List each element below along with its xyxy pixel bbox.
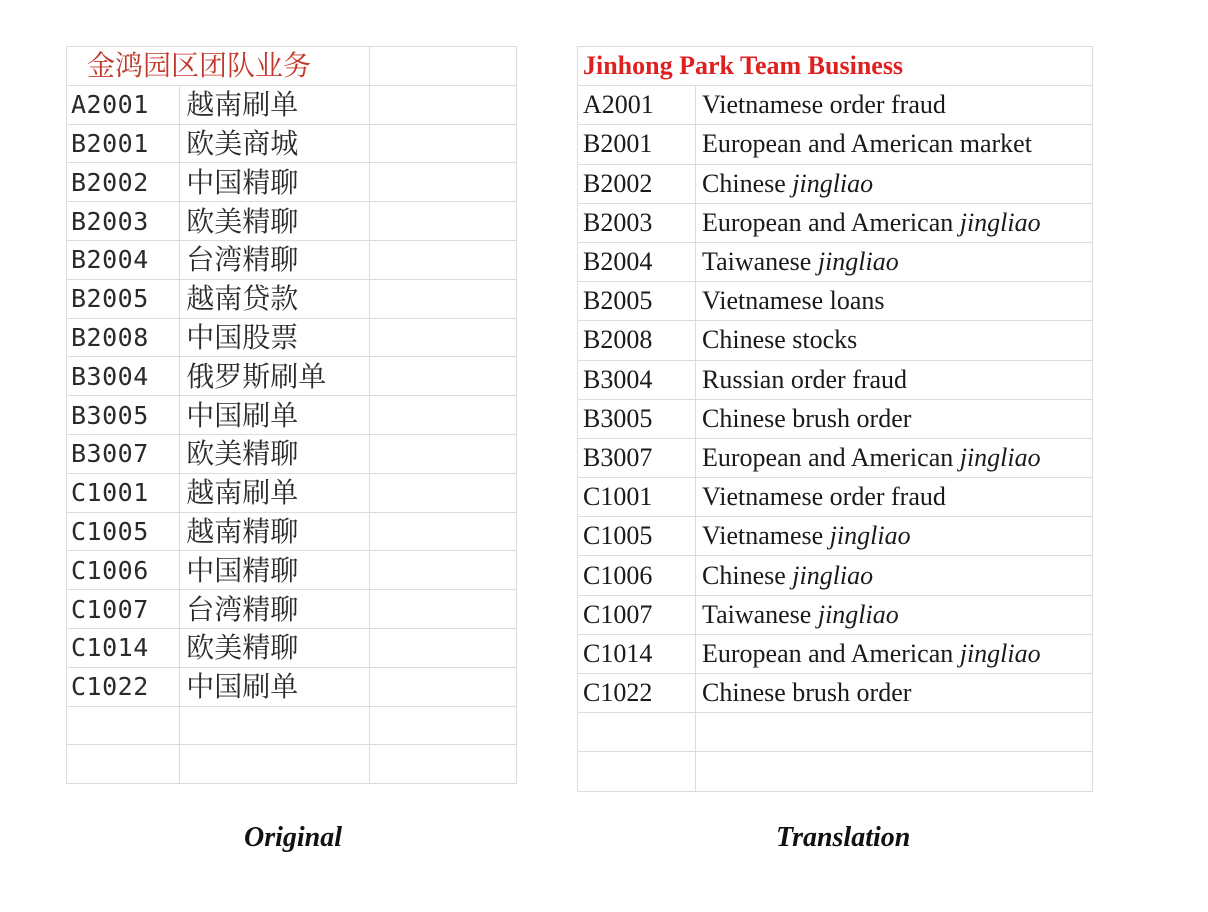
row-code: C1022 xyxy=(67,667,180,706)
empty-cell xyxy=(180,706,370,745)
row-description xyxy=(696,125,1093,164)
row-code: C1006 xyxy=(578,556,696,595)
row-description xyxy=(696,321,1093,360)
row-code: B2004 xyxy=(578,242,696,281)
row-code: C1007 xyxy=(578,595,696,634)
table-row xyxy=(578,595,1093,634)
original-title: 金鸿园区团队业务 xyxy=(67,47,370,86)
row-description: 越南精聊 xyxy=(180,512,370,551)
row-description: 越南刷单 xyxy=(180,85,370,124)
table-row xyxy=(67,512,517,551)
row-description: 越南刷单 xyxy=(180,473,370,512)
row-code: C1001 xyxy=(67,473,180,512)
table-row xyxy=(578,360,1093,399)
row-code: B2004 xyxy=(67,240,180,279)
table-row xyxy=(578,86,1093,125)
row-description xyxy=(696,478,1093,517)
translation-spreadsheet xyxy=(577,46,1093,792)
empty-cell xyxy=(370,512,517,551)
table-row xyxy=(67,473,517,512)
row-code: B2001 xyxy=(67,124,180,163)
empty-row xyxy=(67,706,517,745)
table-row xyxy=(578,634,1093,673)
row-code: B2003 xyxy=(578,203,696,242)
empty-cell xyxy=(370,473,517,512)
table-row xyxy=(578,674,1093,713)
row-code: C1005 xyxy=(67,512,180,551)
row-code: B2002 xyxy=(578,164,696,203)
row-description: 中国精聊 xyxy=(180,163,370,202)
table-row xyxy=(67,202,517,241)
row-description xyxy=(696,203,1093,242)
row-description xyxy=(696,517,1093,556)
row-description: 中国股票 xyxy=(180,318,370,357)
row-description-text: Chinese brush order xyxy=(702,403,912,433)
empty-cell xyxy=(696,713,1093,752)
row-description xyxy=(696,438,1093,477)
row-description xyxy=(696,282,1093,321)
empty-cell xyxy=(578,752,696,791)
row-description-text: Chinese stocks xyxy=(702,325,858,355)
row-code: B2002 xyxy=(67,163,180,202)
row-code: B2001 xyxy=(578,125,696,164)
original-spreadsheet xyxy=(66,46,517,784)
row-code: C1014 xyxy=(67,628,180,667)
empty-cell xyxy=(370,667,517,706)
row-code: B3007 xyxy=(578,438,696,477)
row-code: B2005 xyxy=(67,279,180,318)
row-code: B3004 xyxy=(67,357,180,396)
row-description: 俄罗斯刷单 xyxy=(180,357,370,396)
row-description-italic: jingliao xyxy=(792,560,874,590)
table-row xyxy=(67,667,517,706)
row-description: 欧美精聊 xyxy=(180,434,370,473)
row-description xyxy=(696,360,1093,399)
row-description: 中国精聊 xyxy=(180,551,370,590)
empty-cell xyxy=(370,590,517,629)
row-description-text: European and American xyxy=(702,207,960,237)
table-row xyxy=(67,357,517,396)
row-description-text: European and American xyxy=(702,442,960,472)
empty-row xyxy=(578,713,1093,752)
row-description-italic: jingliao xyxy=(959,442,1041,472)
row-description-text: European and American market xyxy=(702,129,1032,159)
row-description xyxy=(696,634,1093,673)
row-code: B3005 xyxy=(67,396,180,435)
row-description-text: Chinese brush order xyxy=(702,678,912,708)
table-row xyxy=(67,240,517,279)
table-row xyxy=(578,125,1093,164)
table-row xyxy=(578,321,1093,360)
empty-cell xyxy=(370,318,517,357)
row-description: 中国刷单 xyxy=(180,396,370,435)
row-code: C1005 xyxy=(578,517,696,556)
row-code: C1014 xyxy=(578,634,696,673)
row-description xyxy=(696,86,1093,125)
empty-cell xyxy=(67,745,180,784)
table-row xyxy=(578,203,1093,242)
table-row xyxy=(67,551,517,590)
row-description-italic: jingliao xyxy=(792,168,874,198)
row-code: C1022 xyxy=(578,674,696,713)
table-row xyxy=(578,242,1093,281)
table-row xyxy=(67,628,517,667)
row-code: B3007 xyxy=(67,434,180,473)
row-description-text: Chinese xyxy=(702,168,793,198)
row-description-text: Taiwanese xyxy=(702,599,818,629)
table-row xyxy=(578,399,1093,438)
empty-cell xyxy=(370,551,517,590)
table-row xyxy=(578,164,1093,203)
row-description xyxy=(696,242,1093,281)
row-description: 欧美商城 xyxy=(180,124,370,163)
empty-cell xyxy=(578,713,696,752)
table-row xyxy=(578,282,1093,321)
empty-cell xyxy=(370,628,517,667)
table-row xyxy=(578,438,1093,477)
row-description-text: Vietnamese xyxy=(702,521,830,551)
row-description xyxy=(696,164,1093,203)
table-row xyxy=(578,556,1093,595)
row-description-italic: jingliao xyxy=(817,247,899,277)
empty-cell xyxy=(180,745,370,784)
row-description-italic: jingliao xyxy=(817,599,899,629)
empty-cell xyxy=(370,124,517,163)
row-description xyxy=(696,399,1093,438)
row-description: 欧美精聊 xyxy=(180,628,370,667)
row-description-italic: jingliao xyxy=(829,521,911,551)
row-code: B2003 xyxy=(67,202,180,241)
empty-cell xyxy=(370,706,517,745)
row-description: 欧美精聊 xyxy=(180,202,370,241)
row-description: 越南贷款 xyxy=(180,279,370,318)
row-description-text: European and American xyxy=(702,638,960,668)
empty-row xyxy=(67,745,517,784)
row-description-text: Vietnamese order fraud xyxy=(702,90,946,120)
empty-cell xyxy=(370,47,517,86)
row-description xyxy=(696,674,1093,713)
table-row xyxy=(67,124,517,163)
row-description-text: Vietnamese order fraud xyxy=(702,482,946,512)
row-code: C1007 xyxy=(67,590,180,629)
row-code: B2008 xyxy=(578,321,696,360)
row-description-text: Chinese xyxy=(702,560,793,590)
row-code: A2001 xyxy=(578,86,696,125)
empty-cell xyxy=(696,752,1093,791)
row-code: A2001 xyxy=(67,85,180,124)
row-code: B2008 xyxy=(67,318,180,357)
row-description: 台湾精聊 xyxy=(180,240,370,279)
empty-cell xyxy=(370,240,517,279)
table-row xyxy=(67,434,517,473)
empty-row xyxy=(578,752,1093,791)
table-row xyxy=(67,396,517,435)
row-code: B3004 xyxy=(578,360,696,399)
original-title-row xyxy=(67,47,517,86)
empty-cell xyxy=(370,85,517,124)
translation-caption: Translation xyxy=(776,822,911,853)
table-row xyxy=(67,163,517,202)
empty-cell xyxy=(370,163,517,202)
row-code: B3005 xyxy=(578,399,696,438)
row-code: C1001 xyxy=(578,478,696,517)
row-code: C1006 xyxy=(67,551,180,590)
empty-cell xyxy=(370,202,517,241)
table-row xyxy=(67,279,517,318)
table-row xyxy=(578,478,1093,517)
row-description-text: Vietnamese loans xyxy=(702,286,885,316)
row-description: 中国刷单 xyxy=(180,667,370,706)
empty-cell xyxy=(370,396,517,435)
original-caption: Original xyxy=(244,822,343,853)
row-code: B2005 xyxy=(578,282,696,321)
table-row xyxy=(67,590,517,629)
row-description: 台湾精聊 xyxy=(180,590,370,629)
row-description xyxy=(696,556,1093,595)
empty-cell xyxy=(370,434,517,473)
translation-title-row xyxy=(578,47,1093,86)
row-description-italic: jingliao xyxy=(959,207,1041,237)
row-description-text: Russian order fraud xyxy=(702,364,908,394)
row-description-text: Taiwanese xyxy=(702,247,818,277)
table-row xyxy=(67,318,517,357)
row-description xyxy=(696,595,1093,634)
translation-title: Jinhong Park Team Business xyxy=(578,47,1093,86)
row-description-italic: jingliao xyxy=(959,638,1041,668)
empty-cell xyxy=(67,706,180,745)
empty-cell xyxy=(370,745,517,784)
empty-cell xyxy=(370,357,517,396)
table-row xyxy=(67,85,517,124)
table-row xyxy=(578,517,1093,556)
empty-cell xyxy=(370,279,517,318)
